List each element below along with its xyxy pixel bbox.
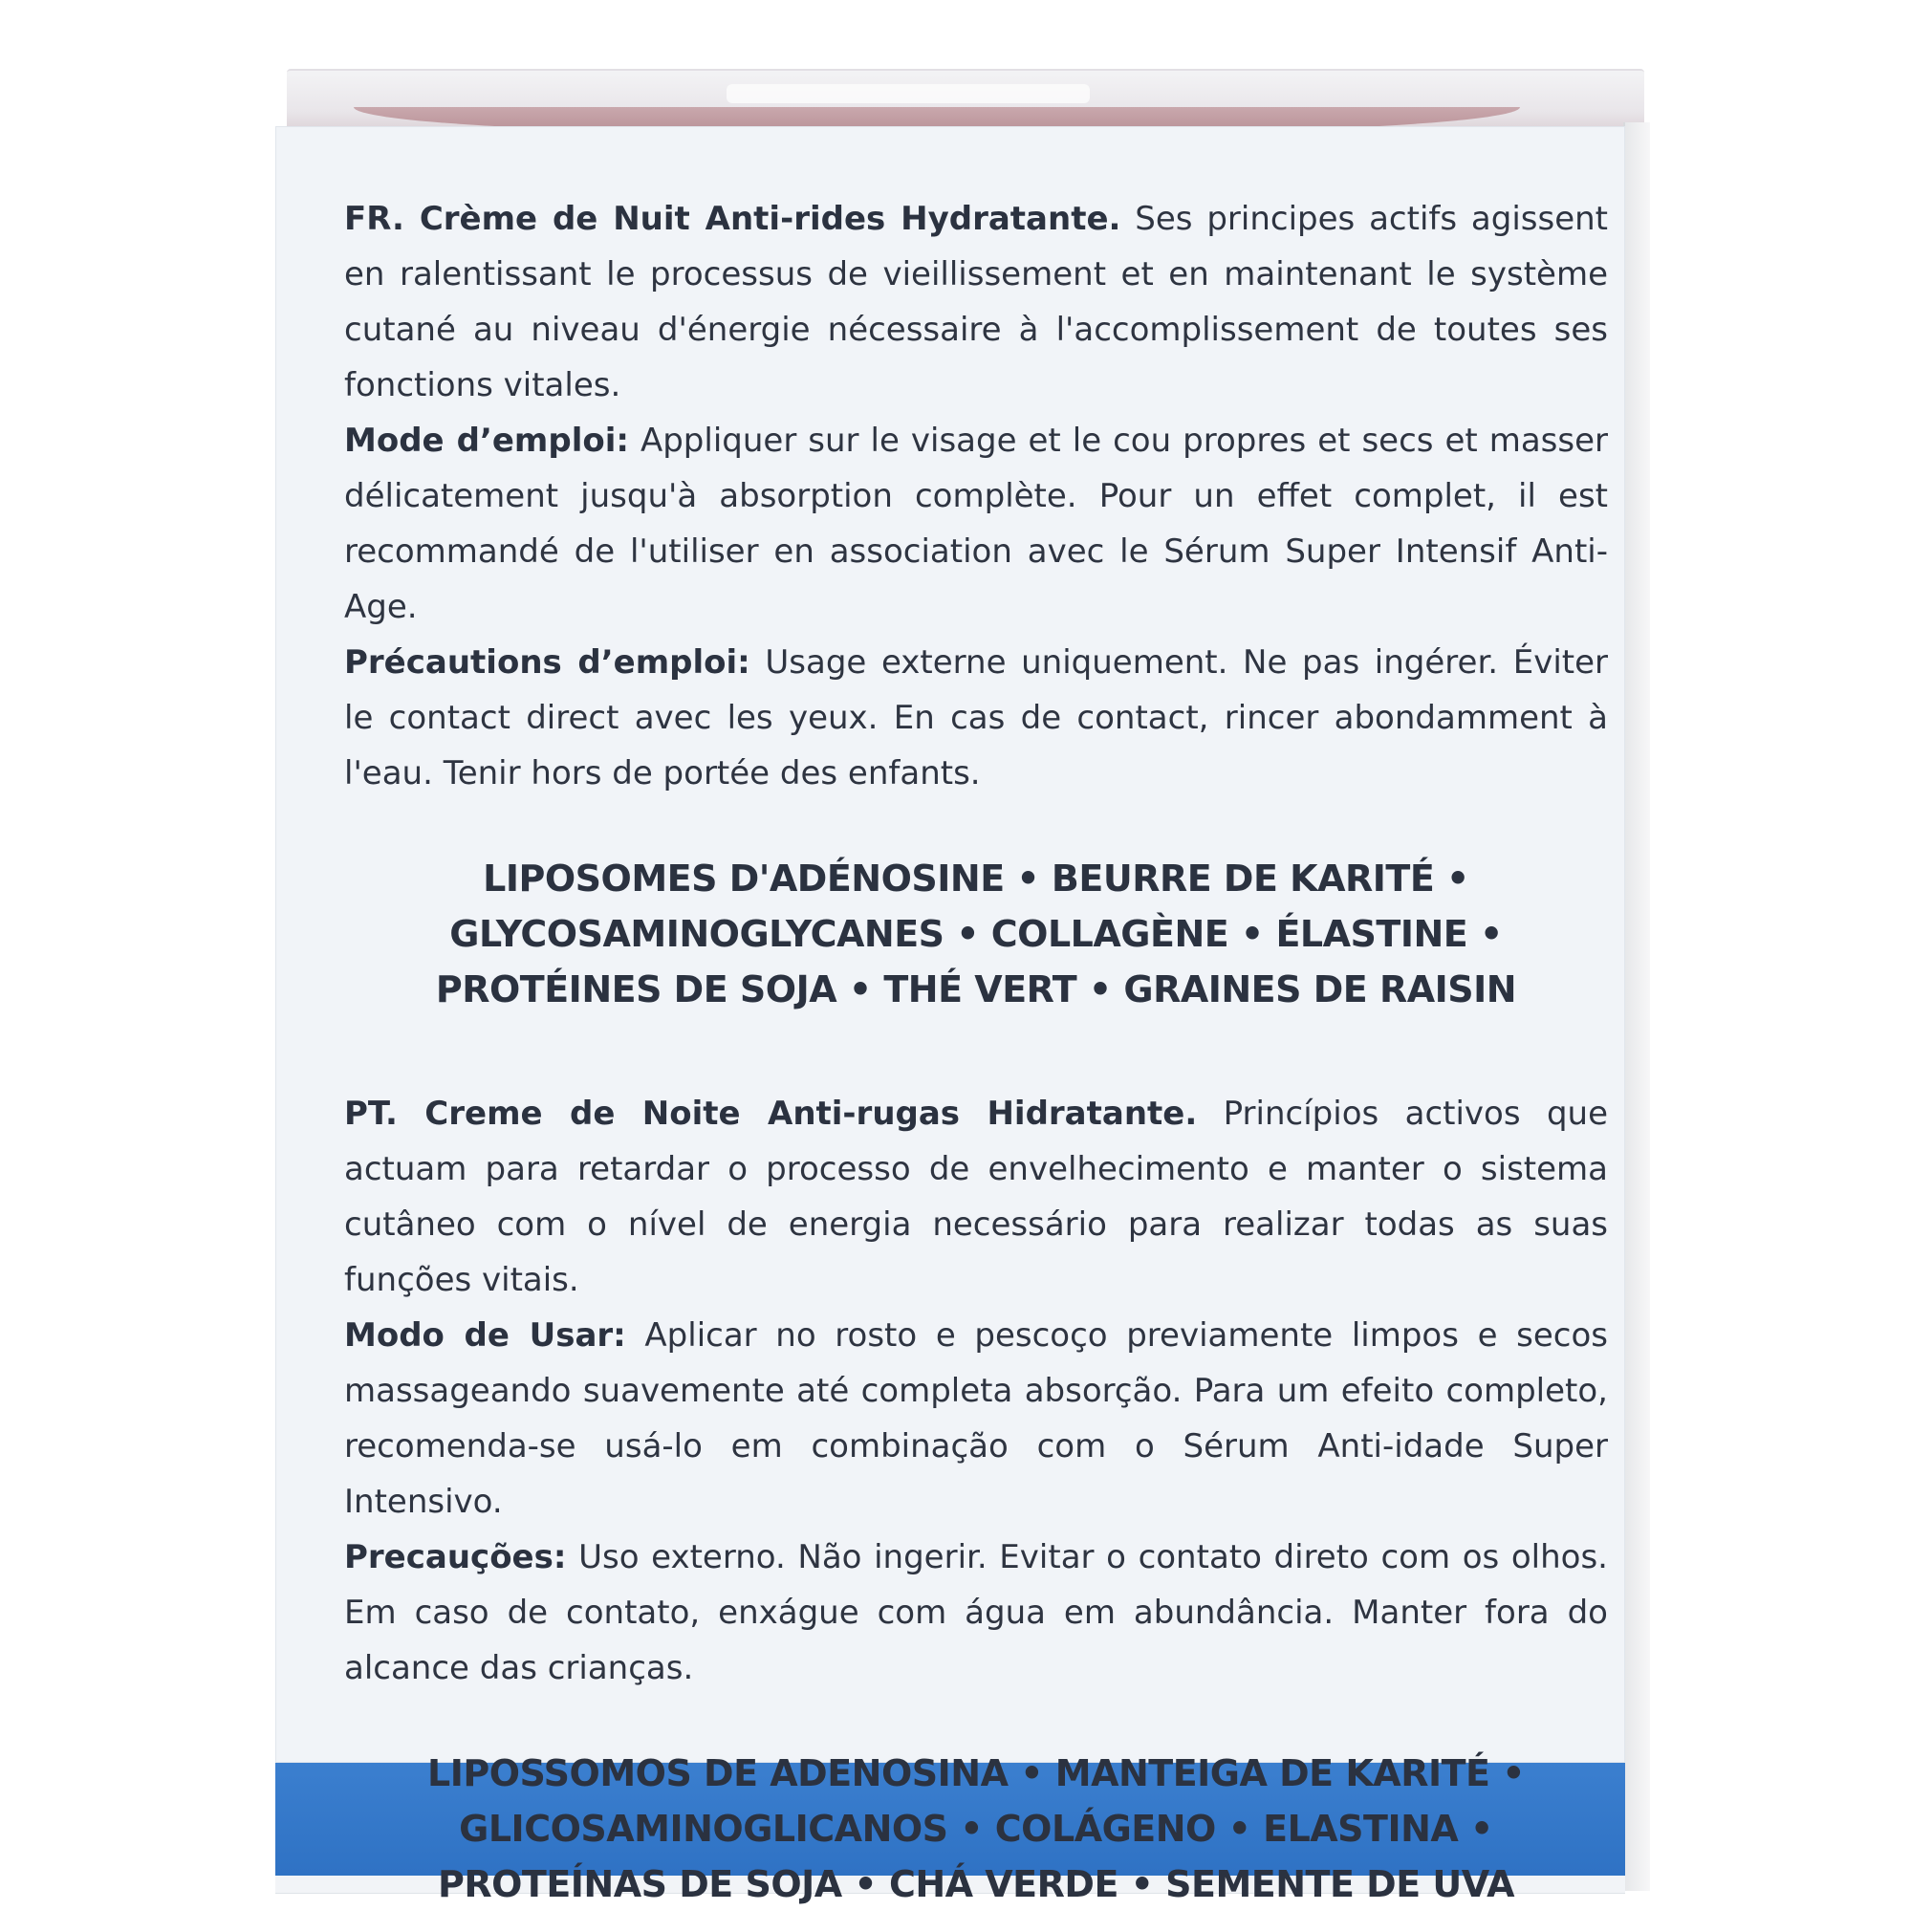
pt-usage xyxy=(344,1308,1608,1530)
pt-intro-label: PT. Creme de Noite Anti-rugas Hidratante. xyxy=(344,1095,1198,1133)
fr-ingredients-line: PROTÉINES DE SOJA • THÉ VERT • GRAINES DE RAISIN xyxy=(435,968,1517,1010)
pt-precautions-text: Uso externo. Não ingerir. Evitar o contato direto com os olhos. Em caso de contato, enxágue com água em abundância. Manter fora do alcance das crianças. xyxy=(344,1538,1608,1687)
fr-precautions-text: Usage externe uniquement. Ne pas ingérer. Éviter le contact direct avec les yeux. En cas de contact, rincer abondamment à l'eau. Tenir hors de portée des enfants. xyxy=(344,643,1609,792)
pt-usage-text: Aplicar no rosto e pescoço previamente limpos e secos massageando suavemente até completa absorção. Para um efeito completo, recomenda-se usá-lo em combinação com o Sérum Anti-idade Super Intensivo. xyxy=(344,1316,1608,1521)
box-side-edge xyxy=(1623,122,1650,1891)
fr-intro-label: FR. Crème de Nuit Anti-rides Hydratante. xyxy=(344,200,1121,238)
label-text-block xyxy=(344,191,1608,1912)
fr-usage xyxy=(344,413,1608,635)
pt-intro xyxy=(344,1086,1608,1308)
fr-usage-text: Appliquer sur le visage et le cou propres et secs et masser délicatement jusqu'à absorption complète. Pour un effet complet, il est recommandé de l'utiliser en association avec le Sérum Super Intensif Anti-Age. xyxy=(344,422,1608,626)
fr-ingredients-list xyxy=(344,851,1608,1017)
pt-ingredients-line: GLICOSAMINOGLICANOS • COLÁGENO • ELASTINA • xyxy=(459,1808,1493,1850)
pt-usage-label: Modo de Usar: xyxy=(344,1316,626,1355)
fr-precautions xyxy=(344,635,1608,801)
fr-intro-text: Ses principes actifs agissent en ralentissant le processus de vieillissement et en maintenant le système cutané au niveau d'énergie nécessaire à l'accomplissement de toutes ses fonctions vitales. xyxy=(344,200,1609,404)
pt-precautions xyxy=(344,1530,1608,1696)
box-top-highlight xyxy=(727,84,1090,103)
pt-ingredients-line: PROTEÍNAS DE SOJA • CHÁ VERDE • SEMENTE DE UVA xyxy=(438,1863,1514,1905)
fr-ingredients-line: LIPOSOMES D'ADÉNOSINE • BEURRE DE KARITÉ • xyxy=(483,857,1469,900)
pt-ingredients-list xyxy=(344,1746,1608,1912)
fr-precautions-label: Précautions d’emploi: xyxy=(344,643,750,682)
fr-usage-label: Mode d’emploi: xyxy=(344,422,629,460)
fr-intro xyxy=(344,191,1608,413)
pt-precautions-label: Precauções: xyxy=(344,1538,567,1576)
pt-intro-text: Princípios activos que actuam para retardar o processo de envelhecimento e manter o sistema cutâneo com o nível de energia necessário para realizar todas as suas funções vitais. xyxy=(344,1095,1608,1299)
fr-ingredients-line: GLYCOSAMINOGLYCANES • COLLAGÈNE • ÉLASTINE • xyxy=(449,913,1503,955)
pt-ingredients-line: LIPOSSOMOS DE ADENOSINA • MANTEIGA DE KARITÉ • xyxy=(426,1752,1526,1794)
